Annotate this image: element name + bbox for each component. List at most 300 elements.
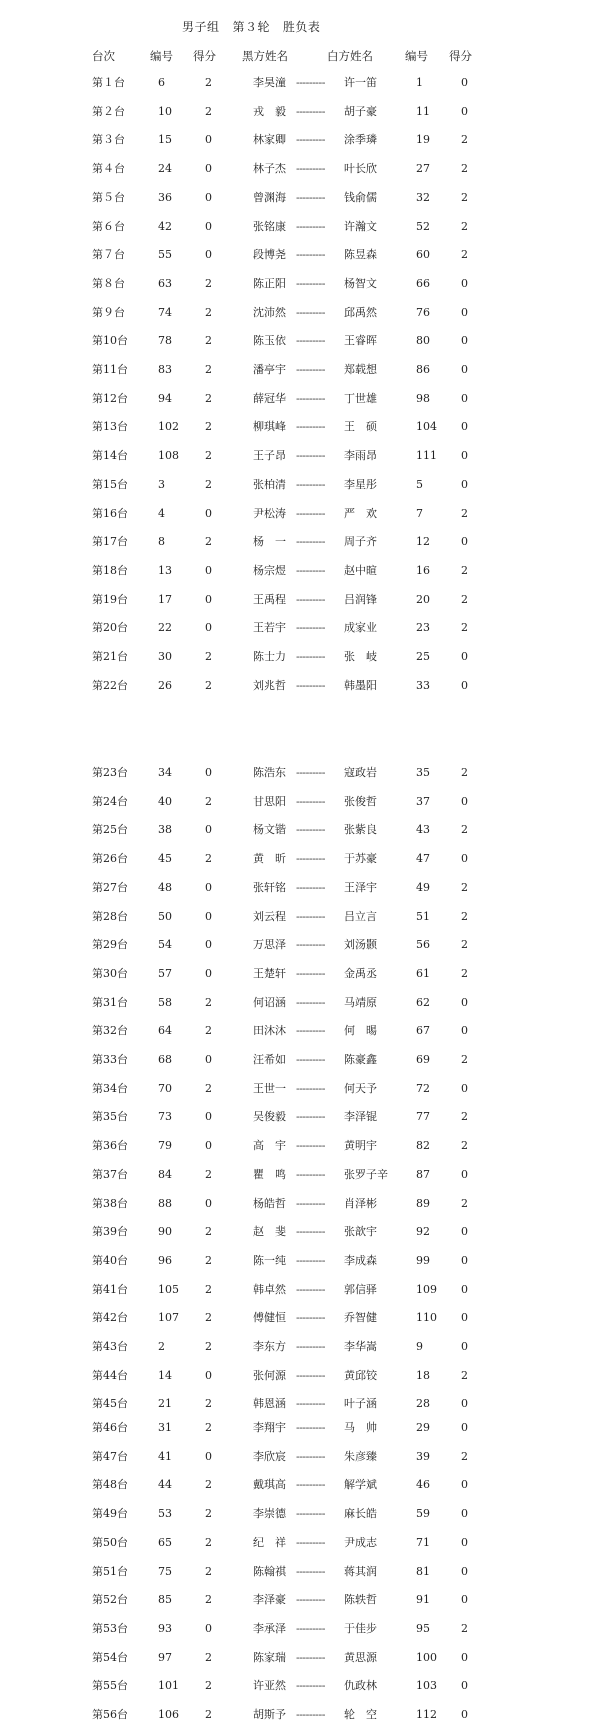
white-number: 51 bbox=[416, 909, 430, 923]
black-number: 13 bbox=[158, 563, 172, 577]
white-name: 陈豪鑫 bbox=[344, 1053, 377, 1066]
board-number: 第32台 bbox=[92, 1024, 128, 1038]
white-name: 叶长欣 bbox=[344, 162, 377, 176]
black-name: 杨 一 bbox=[253, 535, 286, 549]
black-score: 2 bbox=[205, 650, 212, 663]
black-score: 0 bbox=[205, 563, 212, 577]
results-table-title: 男子组 第３轮 胜负表 bbox=[182, 20, 321, 34]
board-number: 第31台 bbox=[92, 995, 128, 1009]
white-score: 0 bbox=[461, 1679, 468, 1693]
black-score: 0 bbox=[205, 909, 212, 923]
white-name: 叶子涵 bbox=[344, 1397, 377, 1411]
black-number: 97 bbox=[158, 1650, 172, 1664]
black-score: 0 bbox=[205, 766, 212, 779]
board-number: 第30台 bbox=[92, 966, 128, 980]
black-number: 42 bbox=[158, 219, 172, 233]
white-number: 5 bbox=[416, 477, 423, 491]
board-number: 第28台 bbox=[92, 909, 128, 923]
black-number: 74 bbox=[158, 305, 172, 319]
black-name: 李承泽 bbox=[253, 1621, 286, 1635]
black-number: 108 bbox=[158, 449, 179, 463]
white-score: 0 bbox=[461, 420, 468, 434]
table-header-row bbox=[0, 47, 593, 65]
table-row bbox=[0, 131, 593, 149]
white-number: 12 bbox=[416, 535, 430, 549]
white-score: 2 bbox=[461, 1621, 468, 1635]
black-score: 2 bbox=[205, 334, 212, 348]
black-score: 2 bbox=[205, 449, 212, 463]
black-score: 2 bbox=[205, 1650, 212, 1664]
black-score: 2 bbox=[205, 420, 212, 434]
black-name: 瞿 鸣 bbox=[253, 1167, 286, 1181]
table-row bbox=[0, 1419, 593, 1437]
white-name: 张紫良 bbox=[344, 823, 377, 837]
table-row bbox=[0, 591, 593, 609]
white-name: 成家业 bbox=[344, 621, 377, 635]
separator: --------- bbox=[296, 420, 325, 434]
black-name: 刘云程 bbox=[253, 909, 286, 923]
white-name: 许一笛 bbox=[344, 76, 377, 89]
board-number: 第８台 bbox=[92, 276, 125, 290]
black-score: 0 bbox=[205, 219, 212, 233]
white-score: 2 bbox=[461, 592, 468, 606]
black-name: 李泽豪 bbox=[253, 1593, 286, 1607]
board-number: 第55台 bbox=[92, 1679, 128, 1693]
black-name: 黄 昕 bbox=[253, 852, 286, 866]
white-number: 111 bbox=[416, 449, 437, 463]
white-name: 马 帅 bbox=[344, 1421, 377, 1434]
white-number: 87 bbox=[416, 1167, 430, 1181]
white-name: 周子齐 bbox=[344, 535, 377, 549]
board-number: 第５台 bbox=[92, 190, 125, 204]
white-score: 0 bbox=[461, 1650, 468, 1664]
black-score: 0 bbox=[205, 823, 212, 837]
table-row bbox=[0, 1677, 593, 1695]
white-score: 2 bbox=[461, 1053, 468, 1066]
board-number: 第41台 bbox=[92, 1282, 128, 1296]
black-number: 38 bbox=[158, 823, 172, 837]
board-number: 第14台 bbox=[92, 449, 128, 463]
white-name: 肖泽彬 bbox=[344, 1196, 377, 1210]
white-score: 2 bbox=[461, 133, 468, 147]
black-score: 0 bbox=[205, 1196, 212, 1210]
board-number: 第29台 bbox=[92, 938, 128, 952]
separator: --------- bbox=[296, 1024, 325, 1038]
table-row bbox=[0, 304, 593, 322]
board-number: 第34台 bbox=[92, 1081, 128, 1095]
white-name: 王泽宇 bbox=[344, 880, 377, 894]
white-number: 60 bbox=[416, 248, 430, 262]
separator: --------- bbox=[296, 133, 325, 147]
separator: --------- bbox=[296, 1167, 325, 1181]
black-name: 李崇德 bbox=[253, 1507, 286, 1521]
black-score: 2 bbox=[205, 1340, 212, 1353]
white-number: 104 bbox=[416, 420, 437, 434]
white-name: 李泽锟 bbox=[344, 1110, 377, 1124]
black-number: 85 bbox=[158, 1593, 172, 1607]
black-number: 14 bbox=[158, 1368, 172, 1382]
white-number: 16 bbox=[416, 563, 430, 577]
black-number: 65 bbox=[158, 1535, 172, 1549]
table-row bbox=[0, 1591, 593, 1609]
table-row bbox=[0, 619, 593, 637]
separator: --------- bbox=[296, 477, 325, 491]
black-name: 汪希如 bbox=[253, 1053, 286, 1066]
black-name: 李翔宇 bbox=[253, 1421, 286, 1434]
board-number: 第９台 bbox=[92, 305, 125, 319]
white-name: 马靖原 bbox=[344, 995, 377, 1009]
white-number: 32 bbox=[416, 190, 430, 204]
board-number: 第47台 bbox=[92, 1449, 128, 1463]
black-score: 2 bbox=[205, 104, 212, 118]
white-score: 2 bbox=[461, 563, 468, 577]
separator: --------- bbox=[296, 563, 325, 577]
black-number: 101 bbox=[158, 1679, 179, 1693]
white-name: 王睿晖 bbox=[344, 334, 377, 348]
white-name: 郭信驿 bbox=[344, 1282, 377, 1296]
white-name: 黄思源 bbox=[344, 1650, 377, 1664]
black-score: 0 bbox=[205, 621, 212, 635]
white-name: 于苏豪 bbox=[344, 852, 377, 866]
black-score: 0 bbox=[205, 880, 212, 894]
white-number: 28 bbox=[416, 1397, 430, 1411]
table-row bbox=[0, 1223, 593, 1241]
black-name: 刘兆哲 bbox=[253, 678, 286, 692]
table-row bbox=[0, 965, 593, 983]
white-name: 李华嵩 bbox=[344, 1340, 377, 1353]
board-number: 第44台 bbox=[92, 1368, 128, 1382]
white-number: 99 bbox=[416, 1253, 430, 1267]
white-score: 0 bbox=[461, 794, 468, 808]
black-name: 陈浩东 bbox=[253, 766, 286, 779]
black-name: 许亚然 bbox=[253, 1679, 286, 1693]
black-number: 22 bbox=[158, 621, 172, 635]
board-number: 第２台 bbox=[92, 104, 125, 118]
black-score: 2 bbox=[205, 1421, 212, 1434]
white-number: 112 bbox=[416, 1708, 437, 1721]
header-white-name: 白方姓名 bbox=[327, 49, 373, 63]
black-number: 58 bbox=[158, 995, 172, 1009]
separator: --------- bbox=[296, 1564, 325, 1578]
white-name: 杨智文 bbox=[344, 276, 377, 290]
black-name: 王禹程 bbox=[253, 592, 286, 606]
table-row bbox=[0, 1505, 593, 1523]
white-number: 61 bbox=[416, 966, 430, 980]
separator: --------- bbox=[296, 678, 325, 692]
white-score: 0 bbox=[461, 305, 468, 319]
black-name: 王楚轩 bbox=[253, 966, 286, 980]
black-number: 64 bbox=[158, 1024, 172, 1038]
white-score: 0 bbox=[461, 1708, 468, 1721]
white-name: 何 晹 bbox=[344, 1024, 377, 1038]
black-score: 2 bbox=[205, 1593, 212, 1607]
board-number: 第56台 bbox=[92, 1708, 128, 1721]
header-black-number: 编号 bbox=[150, 49, 173, 63]
separator: --------- bbox=[296, 1478, 325, 1492]
black-name: 胡斯予 bbox=[253, 1708, 286, 1721]
white-score: 0 bbox=[461, 1397, 468, 1411]
board-number: 第22台 bbox=[92, 678, 128, 692]
white-number: 81 bbox=[416, 1564, 430, 1578]
white-score: 2 bbox=[461, 1139, 468, 1153]
black-name: 陈一纯 bbox=[253, 1253, 286, 1267]
separator: --------- bbox=[296, 506, 325, 520]
black-number: 54 bbox=[158, 938, 172, 952]
white-number: 37 bbox=[416, 794, 430, 808]
white-name: 金禹丞 bbox=[344, 966, 377, 980]
black-number: 70 bbox=[158, 1081, 172, 1095]
black-score: 0 bbox=[205, 1621, 212, 1635]
black-score: 2 bbox=[205, 1679, 212, 1693]
white-name: 王 硕 bbox=[344, 420, 377, 434]
white-name: 乔智健 bbox=[344, 1311, 377, 1325]
white-number: 100 bbox=[416, 1650, 437, 1664]
board-number: 第39台 bbox=[92, 1225, 128, 1239]
separator: --------- bbox=[296, 391, 325, 405]
white-name: 黄明宇 bbox=[344, 1139, 377, 1153]
white-number: 43 bbox=[416, 823, 430, 837]
white-name: 许瀚文 bbox=[344, 219, 377, 233]
table-row bbox=[0, 1051, 593, 1069]
black-number: 36 bbox=[158, 190, 172, 204]
board-number: 第11台 bbox=[92, 363, 128, 376]
white-name: 轮 空 bbox=[344, 1708, 377, 1721]
white-number: 92 bbox=[416, 1225, 430, 1239]
black-number: 73 bbox=[158, 1110, 172, 1124]
table-row bbox=[0, 562, 593, 580]
black-number: 21 bbox=[158, 1397, 172, 1411]
white-number: 89 bbox=[416, 1196, 430, 1210]
separator: --------- bbox=[296, 966, 325, 980]
white-score: 0 bbox=[461, 276, 468, 290]
table-row bbox=[0, 1137, 593, 1155]
white-score: 2 bbox=[461, 1110, 468, 1124]
black-score: 2 bbox=[205, 477, 212, 491]
table-row bbox=[0, 218, 593, 236]
black-number: 63 bbox=[158, 276, 172, 290]
black-name: 李昊潼 bbox=[253, 76, 286, 89]
black-score: 0 bbox=[205, 133, 212, 147]
white-number: 98 bbox=[416, 391, 430, 405]
white-name: 钱俞儒 bbox=[344, 190, 377, 204]
white-name: 涂季璘 bbox=[344, 133, 377, 147]
separator: --------- bbox=[296, 535, 325, 549]
black-name: 傅健恒 bbox=[253, 1311, 286, 1325]
separator: --------- bbox=[296, 650, 325, 663]
white-score: 0 bbox=[461, 76, 468, 89]
table-row bbox=[0, 1252, 593, 1270]
white-score: 2 bbox=[461, 880, 468, 894]
white-name: 朱彦臻 bbox=[344, 1449, 377, 1463]
black-name: 王若宇 bbox=[253, 621, 286, 635]
black-score: 2 bbox=[205, 1081, 212, 1095]
white-name: 胡子豪 bbox=[344, 104, 377, 118]
separator: --------- bbox=[296, 1311, 325, 1325]
separator: --------- bbox=[296, 995, 325, 1009]
separator: --------- bbox=[296, 334, 325, 348]
white-score: 0 bbox=[461, 650, 468, 663]
separator: --------- bbox=[296, 104, 325, 118]
board-number: 第37台 bbox=[92, 1167, 128, 1181]
black-name: 陈士力 bbox=[253, 650, 286, 663]
white-name: 解学斌 bbox=[344, 1478, 377, 1492]
black-number: 40 bbox=[158, 794, 172, 808]
black-number: 4 bbox=[158, 506, 165, 520]
white-score: 2 bbox=[461, 909, 468, 923]
separator: --------- bbox=[296, 1449, 325, 1463]
black-name: 沈沛然 bbox=[253, 305, 286, 319]
table-row bbox=[0, 1448, 593, 1466]
black-name: 李东方 bbox=[253, 1340, 286, 1353]
white-score: 0 bbox=[461, 104, 468, 118]
black-score: 2 bbox=[205, 1225, 212, 1239]
header-black-score: 得分 bbox=[193, 49, 216, 63]
table-row bbox=[0, 1080, 593, 1098]
table-row bbox=[0, 332, 593, 350]
white-score: 0 bbox=[461, 535, 468, 549]
table-row bbox=[0, 103, 593, 121]
table-row bbox=[0, 1476, 593, 1494]
board-number: 第６台 bbox=[92, 219, 125, 233]
board-number: 第54台 bbox=[92, 1650, 128, 1664]
separator: --------- bbox=[296, 1110, 325, 1124]
black-number: 93 bbox=[158, 1621, 172, 1635]
table-row bbox=[0, 936, 593, 954]
white-number: 25 bbox=[416, 650, 430, 663]
board-number: 第49台 bbox=[92, 1507, 128, 1521]
black-name: 王子昂 bbox=[253, 449, 286, 463]
white-name: 李雨昂 bbox=[344, 449, 377, 463]
white-score: 0 bbox=[461, 1282, 468, 1296]
black-name: 张铭康 bbox=[253, 219, 286, 233]
table-row bbox=[0, 1620, 593, 1638]
header-board: 台次 bbox=[92, 49, 115, 63]
black-number: 3 bbox=[158, 477, 165, 491]
white-name: 何天予 bbox=[344, 1081, 377, 1095]
separator: --------- bbox=[296, 162, 325, 176]
table-row bbox=[0, 1108, 593, 1126]
white-number: 95 bbox=[416, 1621, 430, 1635]
black-score: 2 bbox=[205, 794, 212, 808]
black-name: 潘亭宇 bbox=[253, 363, 286, 376]
white-number: 110 bbox=[416, 1311, 437, 1325]
board-number: 第19台 bbox=[92, 592, 128, 606]
white-number: 11 bbox=[416, 104, 430, 118]
black-name: 王世一 bbox=[253, 1081, 286, 1095]
board-number: 第10台 bbox=[92, 334, 128, 348]
black-number: 102 bbox=[158, 420, 179, 434]
separator: --------- bbox=[296, 1225, 325, 1239]
board-number: 第51台 bbox=[92, 1564, 128, 1578]
black-score: 2 bbox=[205, 1708, 212, 1721]
black-score: 0 bbox=[205, 1139, 212, 1153]
board-number: 第４台 bbox=[92, 162, 125, 176]
table-row bbox=[0, 275, 593, 293]
black-score: 2 bbox=[205, 1535, 212, 1549]
table-row bbox=[0, 1395, 593, 1413]
table-row bbox=[0, 361, 593, 379]
black-score: 2 bbox=[205, 276, 212, 290]
separator: --------- bbox=[296, 1397, 325, 1411]
white-number: 67 bbox=[416, 1024, 430, 1038]
board-number: 第26台 bbox=[92, 852, 128, 866]
table-row bbox=[0, 764, 593, 782]
board-number: 第40台 bbox=[92, 1253, 128, 1267]
separator: --------- bbox=[296, 794, 325, 808]
black-number: 55 bbox=[158, 248, 172, 262]
white-score: 0 bbox=[461, 1507, 468, 1521]
white-score: 0 bbox=[461, 1253, 468, 1267]
table-row bbox=[0, 1195, 593, 1213]
white-number: 20 bbox=[416, 592, 430, 606]
separator: --------- bbox=[296, 1253, 325, 1267]
white-score: 0 bbox=[461, 1225, 468, 1239]
black-score: 2 bbox=[205, 391, 212, 405]
board-number: 第48台 bbox=[92, 1478, 128, 1492]
white-number: 56 bbox=[416, 938, 430, 952]
table-row bbox=[0, 879, 593, 897]
white-number: 9 bbox=[416, 1340, 423, 1353]
black-number: 75 bbox=[158, 1564, 172, 1578]
white-name: 丁世雄 bbox=[344, 391, 377, 405]
black-number: 45 bbox=[158, 852, 172, 866]
black-name: 杨文锴 bbox=[253, 823, 286, 837]
black-number: 84 bbox=[158, 1167, 172, 1181]
table-row bbox=[0, 994, 593, 1012]
table-row bbox=[0, 476, 593, 494]
black-number: 44 bbox=[158, 1478, 172, 1492]
black-name: 薛冠华 bbox=[253, 391, 286, 405]
white-number: 91 bbox=[416, 1593, 430, 1607]
white-name: 李星彤 bbox=[344, 477, 377, 491]
black-score: 2 bbox=[205, 1253, 212, 1267]
black-name: 赵 斐 bbox=[253, 1225, 286, 1239]
white-name: 邱禹然 bbox=[344, 305, 377, 319]
black-score: 2 bbox=[205, 363, 212, 376]
black-number: 68 bbox=[158, 1053, 172, 1066]
white-name: 李成森 bbox=[344, 1253, 377, 1267]
white-score: 0 bbox=[461, 1564, 468, 1578]
white-score: 0 bbox=[461, 678, 468, 692]
white-name: 郑载想 bbox=[344, 363, 377, 376]
white-name: 张俊哲 bbox=[344, 794, 377, 808]
black-name: 段博尧 bbox=[253, 248, 286, 262]
white-number: 66 bbox=[416, 276, 430, 290]
white-name: 刘汤颢 bbox=[344, 938, 377, 952]
separator: --------- bbox=[296, 1621, 325, 1635]
white-score: 0 bbox=[461, 1340, 468, 1353]
black-name: 戴琪高 bbox=[253, 1478, 286, 1492]
black-number: 107 bbox=[158, 1311, 179, 1325]
black-score: 2 bbox=[205, 1507, 212, 1521]
black-score: 0 bbox=[205, 592, 212, 606]
black-number: 8 bbox=[158, 535, 165, 549]
black-name: 吴俊毅 bbox=[253, 1110, 286, 1124]
white-score: 2 bbox=[461, 1449, 468, 1463]
black-number: 96 bbox=[158, 1253, 172, 1267]
black-score: 2 bbox=[205, 1564, 212, 1578]
board-number: 第43台 bbox=[92, 1340, 128, 1353]
board-number: 第27台 bbox=[92, 880, 128, 894]
board-number: 第１台 bbox=[92, 76, 125, 89]
black-score: 2 bbox=[205, 678, 212, 692]
header-black-name: 黑方姓名 bbox=[242, 49, 288, 63]
board-number: 第53台 bbox=[92, 1621, 128, 1635]
white-number: 46 bbox=[416, 1478, 430, 1492]
board-number: 第35台 bbox=[92, 1110, 128, 1124]
white-score: 0 bbox=[461, 852, 468, 866]
board-number: 第50台 bbox=[92, 1535, 128, 1549]
